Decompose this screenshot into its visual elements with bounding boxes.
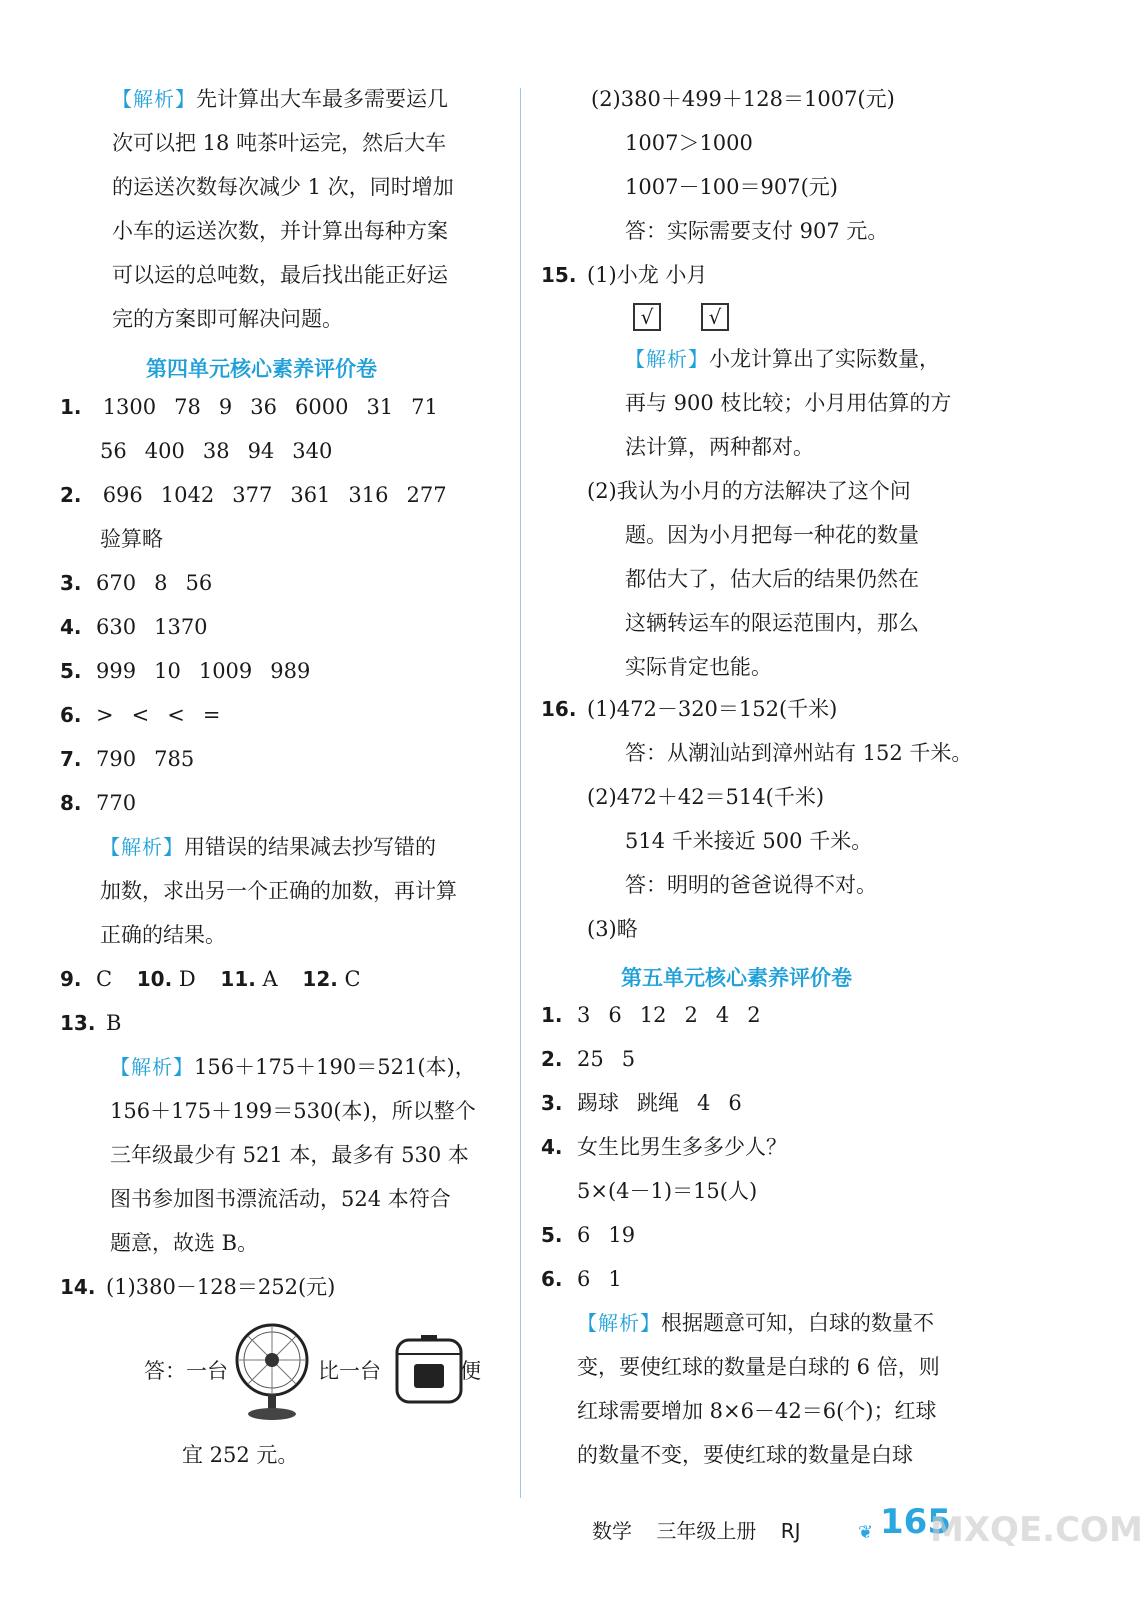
analysis-tag: 【解析】 — [100, 835, 184, 859]
q15-expl-3: 法计算，两种都对。 — [625, 435, 814, 459]
q7: 7. 790 785 — [60, 747, 195, 771]
q13-expl-1: 【解析】156＋175＋190＝521(本)， — [110, 1055, 476, 1079]
r-q6: 6. 6 1 — [541, 1267, 622, 1291]
q8-expl-2: 加数，求出另一个正确的加数，再计算 — [100, 879, 457, 903]
q15-part2-2: 题。因为小月把每一种花的数量 — [625, 523, 919, 547]
intro-line-1: 【解析】先计算出大车最多需要运几 — [112, 87, 448, 111]
analysis-tag: 【解析】 — [625, 347, 709, 371]
q15-line1: 15. (1)小龙 小月 — [541, 263, 708, 287]
r-q6-expl-2: 变，要使红球的数量是白球的 6 倍，则 — [577, 1355, 940, 1379]
watermark: MXQE.COM — [930, 1510, 1143, 1550]
r-q5: 5. 6 19 — [541, 1223, 636, 1247]
q16-line1: 16. (1)472－320＝152(千米) — [541, 697, 838, 721]
intro-line-3: 的运送次数每次减少 1 次，同时增加 — [112, 175, 454, 199]
q14b-line-1: (2)380＋499＋128＝1007(元) — [591, 87, 895, 111]
q3: 3. 670 8 56 — [60, 571, 213, 595]
r-q4-line2: 5×(4－1)＝15(人) — [577, 1179, 758, 1203]
r-q6-expl-1: 【解析】根据题意可知，白球的数量不 — [577, 1311, 934, 1335]
q15-checkboxes — [633, 302, 769, 332]
r-q6-expl-3: 红球需要增加 8×6－42＝6(个)；红球 — [577, 1399, 937, 1423]
unit5-heading: 第五单元核心素养评价卷 — [621, 966, 852, 990]
q15-part2-1: (2)我认为小月的方法解决了这个问 — [587, 479, 911, 503]
q13-expl-4: 图书参加图书漂流活动，524 本符合 — [110, 1187, 451, 1211]
analysis-tag: 【解析】 — [577, 1311, 661, 1335]
r-q3: 3. 踢球 跳绳 4 6 — [541, 1091, 742, 1115]
page-number: 165 — [880, 1502, 951, 1542]
q14-line1: 14. (1)380－128＝252(元) — [60, 1275, 336, 1299]
r-q6-expl-4: 的数量不变，要使红球的数量是白球 — [577, 1443, 913, 1467]
intro-line-2: 次可以把 18 吨茶叶运完，然后大车 — [112, 131, 447, 155]
q14-answer-d: 宜 252 元。 — [182, 1443, 299, 1467]
checkbox-xiaoyue: √ — [701, 303, 729, 331]
electric-fan-icon — [232, 1322, 312, 1424]
q9-12: 9. C 10. D 11. A 12. C — [60, 967, 361, 991]
q14-answer-b: 比一台 — [318, 1359, 381, 1383]
q13-expl-2: 156＋175＋199＝530(本)，所以整个 — [110, 1099, 476, 1123]
q14-answer-a: 答：一台 — [144, 1359, 228, 1383]
unit4-heading: 第四单元核心素养评价卷 — [146, 357, 377, 381]
intro-line-6: 完的方案即可解决问题。 — [112, 307, 343, 331]
rice-cooker-icon — [394, 1334, 464, 1408]
q14b-line-4: 答：实际需要支付 907 元。 — [625, 219, 889, 243]
q16-line3: (2)472＋42＝514(千米) — [587, 785, 825, 809]
q5: 5. 999 10 1009 989 — [60, 659, 311, 683]
checkbox-xiaolong: √ — [633, 303, 661, 331]
q16-line2: 答：从潮汕站到漳州站有 152 千米。 — [625, 741, 973, 765]
r-q2: 2. 25 5 — [541, 1047, 636, 1071]
q2-row1: 2. 696 1042 377 361 316 277 — [60, 483, 447, 507]
q14b-line-3: 1007－100＝907(元) — [625, 175, 838, 199]
q1-row2: 56 400 38 94 340 — [100, 439, 333, 463]
q14b-line-2: 1007＞1000 — [625, 131, 753, 155]
q15-part2-5: 实际肯定也能。 — [625, 655, 772, 679]
column-divider — [520, 88, 521, 1498]
intro-line-4: 小车的运送次数，并计算出每种方案 — [112, 219, 448, 243]
page-footer — [592, 1515, 819, 1544]
q14-answer-c: 便 — [460, 1359, 481, 1383]
q1-row1: 1. 1300 78 9 36 6000 31 71 — [60, 395, 438, 419]
footer-subject: 数学 — [592, 1519, 632, 1543]
q16-line6: (3)略 — [587, 917, 638, 941]
leaf-icon: ❦ — [858, 1522, 874, 1543]
footer-edition: RJ — [780, 1519, 801, 1543]
q13-expl-5: 题意，故选 B。 — [110, 1231, 259, 1255]
q8: 8. 770 — [60, 791, 137, 815]
r-q1: 1. 3 6 12 2 4 2 — [541, 1003, 761, 1027]
q8-expl-1: 【解析】用错误的结果减去抄写错的 — [100, 835, 436, 859]
q15-expl-1: 【解析】小龙计算出了实际数量， — [625, 347, 940, 371]
q16-line4: 514 千米接近 500 千米。 — [625, 829, 873, 853]
analysis-tag: 【解析】 — [110, 1055, 194, 1079]
q15-part2-3: 都估大了，估大后的结果仍然在 — [625, 567, 919, 591]
q6: 6. > < < = — [60, 703, 221, 727]
q16-line5: 答：明明的爸爸说得不对。 — [625, 873, 877, 897]
q15-expl-2: 再与 900 枝比较；小月用估算的方 — [625, 391, 952, 415]
footer-grade: 三年级上册 — [656, 1519, 757, 1543]
r-q4-line1: 4. 女生比男生多多少人？ — [541, 1135, 787, 1159]
q15-part2-4: 这辆转运车的限运范围内，那么 — [625, 611, 919, 635]
q2-row2: 验算略 — [100, 527, 163, 551]
q13-expl-3: 三年级最少有 521 本，最多有 530 本 — [110, 1143, 469, 1167]
q13: 13. B — [60, 1011, 122, 1035]
intro-line-5: 可以运的总吨数，最后找出能正好运 — [112, 263, 448, 287]
q8-expl-3: 正确的结果。 — [100, 923, 226, 947]
q4: 4. 630 1370 — [60, 615, 208, 639]
analysis-tag: 【解析】 — [112, 87, 196, 111]
